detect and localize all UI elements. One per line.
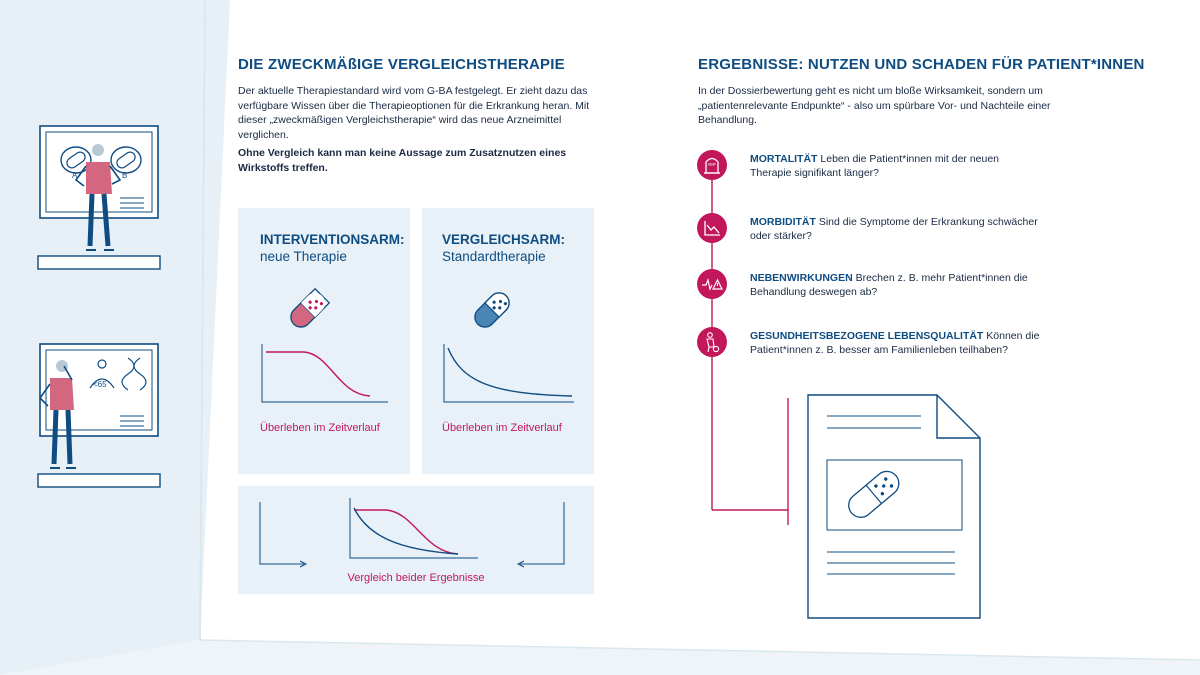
declining-chart-icon (697, 213, 727, 243)
comparison-arm-subtitle: Standardtherapie (442, 249, 546, 264)
endpoint-quality-of-life-text: Können die Patient*innen z. B. besser am Familienleben teilhaben? (750, 330, 1040, 356)
left-section-heading: DIE ZWECKMÄßIGE VERGLEICHSTHERAPIE (238, 56, 565, 73)
left-section-paragraph: Der aktuelle Therapiestandard wird vom G-BA festgelegt. Er zieht dazu das verfügbare Wissen über die Therapieoptionen für die Erkrankung heran. Mit dieser „zweckmäßigen Vergleichstherapie“ wird das neue Arzneimittel verglichen. (238, 85, 590, 141)
family-icon (697, 327, 727, 357)
intervention-caption: Überleben im Zeitverlauf (260, 422, 380, 434)
intervention-arm-title: INTERVENTIONSARM: (260, 232, 405, 247)
endpoint-quality-of-life (750, 329, 1050, 357)
blue-pill-icon (466, 284, 518, 336)
intervention-survival-curve (260, 342, 390, 404)
right-section-paragraph: In der Dossierbewertung geht es nicht um bloße Wirksamkeit, sondern um „patientenrelevante Endpunkte“ - also um spürbare Vor- und Nachteile einer Behandlung. (698, 85, 1051, 126)
endpoint-side-effects (750, 271, 1040, 299)
comparison-arm-title: VERGLEICHSARM: (442, 232, 566, 247)
comparison-caption: Überleben im Zeitverlauf (442, 422, 562, 434)
intervention-arm-panel (238, 208, 410, 474)
intervention-arm-subtitle: neue Therapie (260, 249, 347, 264)
combined-comparison-panel (238, 486, 594, 594)
left-section-bold-paragraph: Ohne Vergleich kann man keine Aussage zum Zusatznutzen eines Wirkstoffs treffen. (238, 147, 567, 174)
comparison-survival-curve (442, 342, 577, 404)
tombstone-label: RIP (708, 162, 716, 167)
doctor-at-board-illustration (36, 122, 166, 274)
tombstone-icon (697, 150, 727, 180)
dossier-document-icon (805, 392, 985, 622)
endpoint-side-effects-text: Brechen z. B. mehr Patient*innen die Behandlung deswegen ab? (750, 272, 1028, 298)
right-section-heading: ERGEBNISSE: NUTZEN UND SCHADEN FÜR PATIENT*INNEN (698, 56, 1145, 73)
combined-caption: Vergleich beider Ergebnisse (347, 572, 485, 584)
age-label: <65 (93, 380, 107, 389)
endpoint-side-effects-term: NEBENWIRKUNGEN (750, 272, 853, 284)
endpoint-morbidity-text: Sind die Symptome der Erkrankung schwächer oder stärker? (750, 216, 1038, 242)
endpoint-quality-of-life-term: GESUNDHEITSBEZOGENE LEBENSQUALITÄT (750, 330, 984, 342)
endpoint-mortality-text: Leben die Patient*innen mit der neuen Therapie signifikant länger? (750, 153, 1000, 179)
doctor-at-patient-board-illustration (36, 340, 166, 492)
endpoint-mortality-term: MORTALITÄT (750, 153, 818, 165)
pill-b-label: B (122, 171, 128, 180)
endpoint-morbidity (750, 215, 1040, 243)
endpoint-mortality (750, 152, 1040, 180)
warning-heartbeat-icon (697, 269, 727, 299)
pill-a-label: A (72, 171, 78, 180)
endpoint-morbidity-term: MORBIDITÄT (750, 216, 816, 228)
red-pill-icon (282, 284, 334, 336)
comparison-arm-panel (422, 208, 594, 474)
